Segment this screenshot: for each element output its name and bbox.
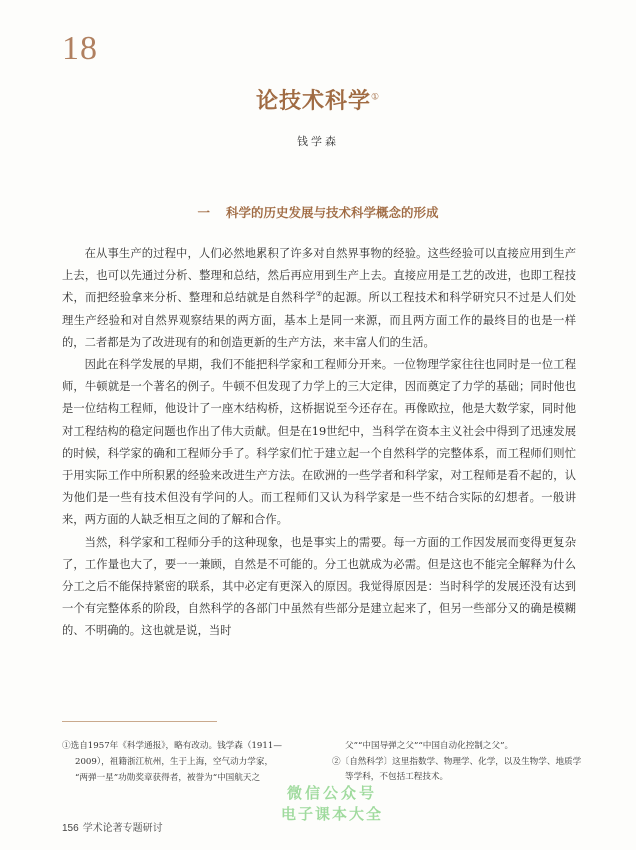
footnote: ①选自1957年《科学通报》，略有改动。钱学森（1911— <box>62 741 282 751</box>
paragraph: 当然，科学家和工程师分手的这种现象，也是事实上的需要。每一方面的工作因发展而变得更复杂了，工作量也大了，要一一兼顾，自然是不可能的。分工也就成为必需。但是这也不能完全解释为什么分工之后不能保持紧密的联系，其中必定有更深入的原因。我觉得原因是：当时科学的发展还没有达到一个有完整体系的阶段，自然科学的各部门中虽然有些部分是建立起来了，但另一些部分又的确是模糊的、不明确的。这也就是说，当时 <box>62 535 576 638</box>
footnotes-column-right <box>332 739 582 786</box>
page-number: 156 <box>62 823 79 834</box>
paragraph: 因此在科学发展的早期，我们不能把科学家和工程师分开来。一位物理学家往往也同时是一位工程师，牛顿就是一个著名的例子。牛顿不但发现了力学上的三大定律，因而奠定了力学的基础；同时他也是一位结构工程师，他设计了一座木结构桥，这桥据说至今还存在。再像欧拉，他是大数学家，同时他对工程结构的稳定问题也作出了伟大贡献。但是在19世纪中，当科学在资本主义社会中得到了迅速发展的时候，科学家的确和工程师分手了。科学家们忙于建立起一个自然科学的完整体系，而工程师们则忙于用实际工作中所积累的经验来改进生产方法。在欧洲的一些学者和科学家，对工程师是看不起的，认为他们是一些有技术但没有学问的人。而工程师们又认为科学家是一些不结合实际的幻想者。一般讲来，两方面的人缺乏相互之间的了解和合作。 <box>62 358 576 527</box>
watermark-line: 微信公众号 <box>286 784 377 802</box>
watermark-line: 电子课本大全 <box>280 805 383 823</box>
watermark <box>262 783 402 825</box>
title-block <box>0 84 636 115</box>
title-footnote-marker: ① <box>370 92 381 103</box>
paragraph: 在从事生产的过程中，人们必然地累积了许多对自然界事物的经验。这些经验可以直接应用到生产上去，也可以先通过分析、整理和总结，然后再应用到生产上去。直接应用是工艺的改进，也即工程技术，而把经验拿来分析、整理和总结就是自然科学②的起源。所以工程技术和科学研究只不过是人们处理生产经验和对自然界观察结果的两方面，基本上是同一来源，而且两方面工作的最终目的也是一样的，二者都是为了改进现有的和创造更新的生产方法，来丰富人们的生活。 <box>62 247 576 349</box>
page-footer <box>62 819 163 834</box>
footnote-marker: ② <box>315 290 323 299</box>
section-heading <box>0 203 636 221</box>
footnote-continuation: 父”“中国导弹之父”“中国自动化控制之父”。 <box>345 741 514 751</box>
body-text <box>62 243 576 643</box>
footnote-continuation: 2009），祖籍浙江杭州，生于上海，空气动力学家， <box>75 757 274 767</box>
author-name: 钱学森 <box>297 135 339 148</box>
chapter-number: 18 <box>62 30 98 67</box>
footnote-continuation: “两弹一星”功勋奖章获得者，被誉为“中国航天之 <box>75 773 261 783</box>
article-title: 论技术科学 <box>255 89 371 114</box>
book-title: 学术论著专题研讨 <box>82 823 163 834</box>
footnote-divider <box>62 721 217 722</box>
footnote: ②〔自然科学〕这里指数学、物理学、化学，以及生物学、地质学等学科，不包括工程技术。 <box>332 757 582 782</box>
section-title: 科学的历史发展与技术科学概念的形成 <box>226 205 439 220</box>
footnotes-column-left <box>62 739 312 787</box>
section-number: 一 <box>197 205 210 220</box>
